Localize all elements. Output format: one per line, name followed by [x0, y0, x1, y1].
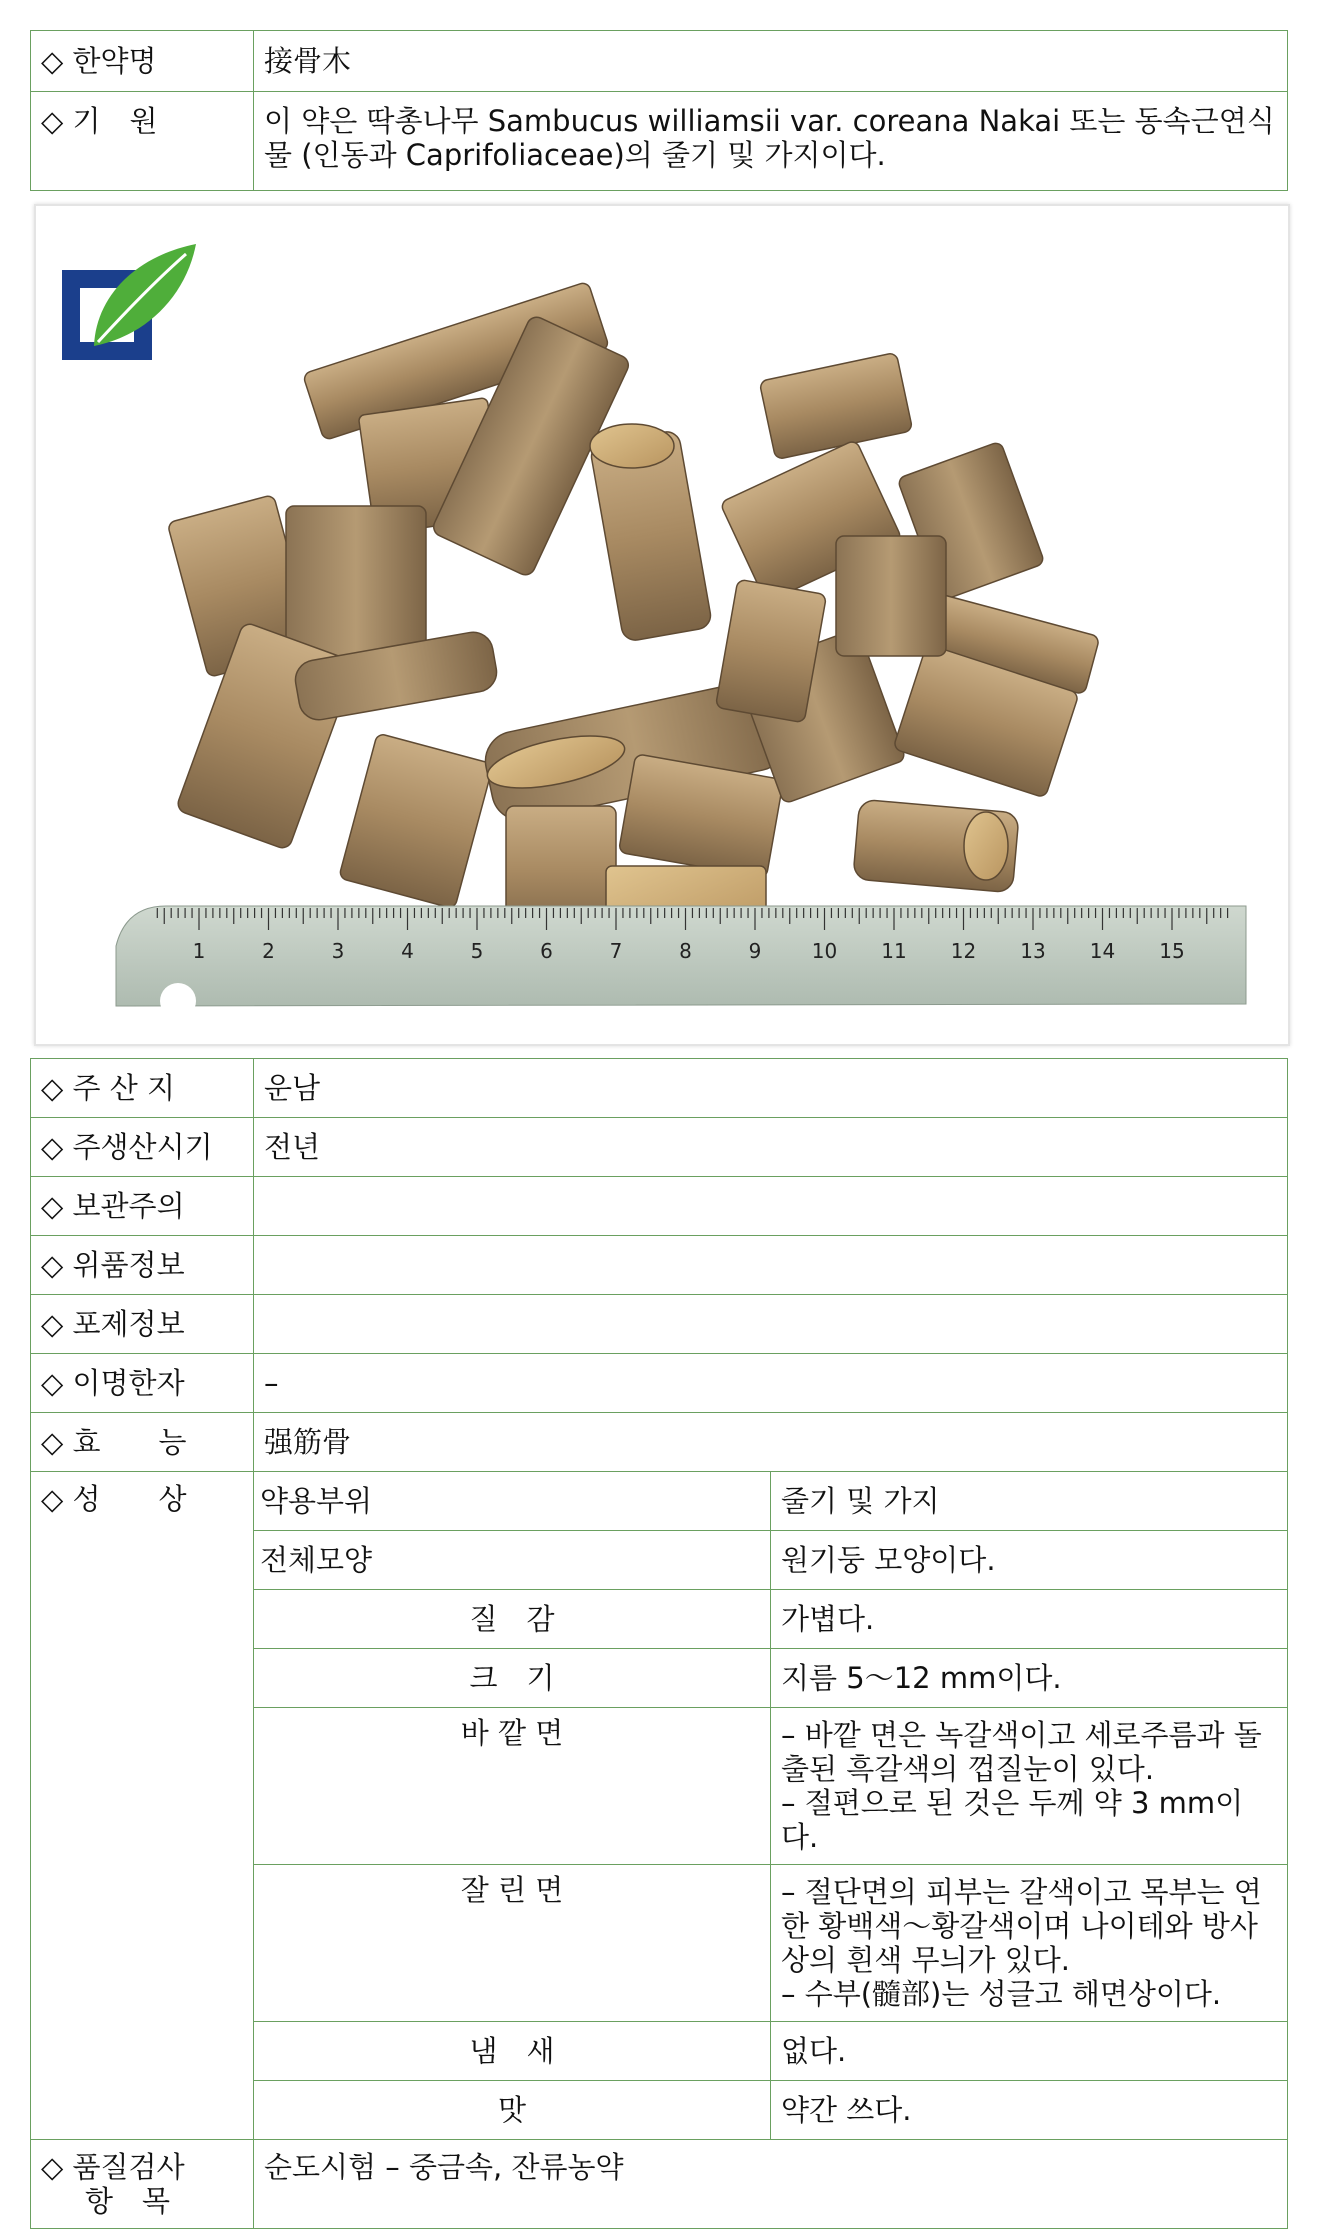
value-origin: 이 약은 딱총나무 Sambucus williamsii var. coreana Nakai 또는 동속근연식물 (인동과 Caprifoliaceae)의 줄기 및 가지이다.: [254, 92, 1288, 191]
ruler-number: 8: [679, 939, 692, 963]
value-production-period: 전년: [254, 1118, 1288, 1177]
key-cut: 잘 린 면: [254, 1865, 771, 2022]
info-table: [30, 1058, 1288, 2229]
value-production-area: 운남: [254, 1059, 1288, 1118]
row-property-part: [31, 1472, 1288, 1531]
label-origin: ◇ 기 원: [31, 92, 254, 191]
ruler-number: 1: [192, 939, 206, 963]
label-storage: ◇ 보관주의: [31, 1177, 254, 1236]
row-production-period: [31, 1118, 1288, 1177]
value-storage: [254, 1177, 1288, 1236]
value-texture: 가볍다.: [771, 1590, 1288, 1649]
row-counterfeit: [31, 1236, 1288, 1295]
label-counterfeit: ◇ 위품정보: [31, 1236, 254, 1295]
label-quality: [31, 2140, 254, 2229]
herb-pieces: [167, 281, 1100, 936]
key-part: [254, 1472, 771, 1531]
row-quality: [31, 2140, 1288, 2229]
outer-line-1: – 바깥 면은 녹갈색이고 세로주름과 돌출된 흑갈색의 껍질눈이 있다.: [781, 1718, 1262, 1786]
value-part: 줄기 및 가지: [771, 1472, 1288, 1531]
row-alias: [31, 1354, 1288, 1413]
cut-line-1: – 절단면의 피부는 갈색이고 목부는 연한 황백색～황갈색이며 나이테와 방사상의 흰색 무늬가 있다.: [781, 1875, 1262, 1977]
ruler-number: 15: [1159, 939, 1185, 963]
row-herb-name: [31, 31, 1288, 92]
key-size: 크 기: [254, 1649, 771, 1708]
key-taste: 맛: [254, 2081, 771, 2140]
ruler: [116, 906, 1246, 1019]
value-smell: 없다.: [771, 2022, 1288, 2081]
row-storage: [31, 1177, 1288, 1236]
label-efficacy: ◇ 효 능: [31, 1413, 254, 1472]
value-shape: 원기둥 모양이다.: [771, 1531, 1288, 1590]
ruler-number: 12: [950, 939, 977, 963]
value-cut: [771, 1865, 1288, 2022]
ruler-number: 3: [331, 939, 345, 963]
quality-label-1: ◇ 품질검사: [41, 2150, 185, 2184]
ruler-number: 14: [1089, 939, 1116, 963]
label-production-period: ◇ 주생산시기: [31, 1118, 254, 1177]
quality-label-2: 항 목: [85, 2184, 171, 2218]
herb-photo-drawing: [36, 206, 1288, 1044]
key-shape-text: 전체모양: [260, 1543, 373, 1577]
outer-line-2: – 절편으로 된 것은 두께 약 3 mm이다.: [781, 1786, 1244, 1854]
row-efficacy: [31, 1413, 1288, 1472]
key-shape: [254, 1531, 771, 1590]
value-counterfeit: [254, 1236, 1288, 1295]
label-properties: ◇ 성 상: [31, 1472, 254, 2140]
value-size: 지름 5～12 mm이다.: [771, 1649, 1288, 1708]
ruler-number: 4: [401, 939, 414, 963]
key-outer: 바 깥 면: [254, 1708, 771, 1865]
value-efficacy: 强筋骨: [254, 1413, 1288, 1472]
label-processing: ◇ 포제정보: [31, 1295, 254, 1354]
cut-line-2: – 수부(髓部)는 성글고 해면상이다.: [781, 1977, 1222, 2011]
label-alias: ◇ 이명한자: [31, 1354, 254, 1413]
key-smell: 냄 새: [254, 2022, 771, 2081]
ruler-number: 7: [609, 939, 623, 963]
row-processing: [31, 1295, 1288, 1354]
label-production-area: ◇ 주 산 지: [31, 1059, 254, 1118]
ruler-number: 2: [262, 939, 275, 963]
value-quality: 순도시험 – 중금속, 잔류농약: [254, 2140, 1288, 2229]
herb-photo: [34, 204, 1290, 1046]
value-alias: –: [254, 1354, 1288, 1413]
key-texture: 질 감: [254, 1590, 771, 1649]
value-herb-name: 接骨木: [254, 31, 1288, 92]
key-part-text: 약용부위: [260, 1484, 373, 1518]
ruler-number: 9: [748, 939, 762, 963]
ruler-number: 11: [881, 939, 907, 963]
row-production-area: [31, 1059, 1288, 1118]
ruler-number: 6: [540, 939, 553, 963]
value-processing: [254, 1295, 1288, 1354]
header-table: [30, 30, 1288, 191]
ruler-number: 13: [1020, 939, 1046, 963]
row-origin: [31, 92, 1288, 191]
label-herb-name: ◇ 한약명: [31, 31, 254, 92]
leaf-logo: [62, 244, 196, 360]
value-outer: [771, 1708, 1288, 1865]
value-taste: 약간 쓰다.: [771, 2081, 1288, 2140]
ruler-number: 5: [470, 939, 484, 963]
ruler-number: 10: [811, 939, 838, 963]
